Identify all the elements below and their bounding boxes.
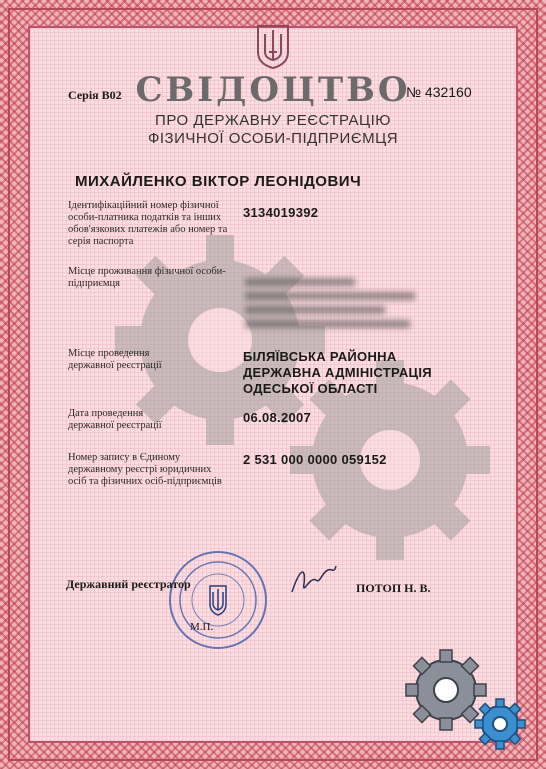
field-label-registration-date: Дата проведення державної реєстрації — [68, 408, 162, 431]
registrar-label: Державний реєстратор — [66, 577, 191, 591]
field-value-record-number: 2 531 000 0000 059152 — [243, 452, 387, 467]
trident-icon — [254, 22, 292, 70]
gear-icon — [404, 648, 534, 753]
seal-stamp — [166, 548, 270, 652]
series-label: Серія В02 — [68, 88, 122, 102]
page-title: СВІДОЦТВО — [135, 70, 411, 110]
certificate-number: № 432160 — [406, 84, 472, 100]
holder-name: МИХАЙЛЕНКО ВІКТОР ЛЕОНІДОВИЧ — [75, 173, 362, 190]
field-label-residence: Місце проживання фізичної особи-підприємця — [68, 266, 226, 289]
subtitle-line2: ФІЗИЧНОЇ ОСОБИ-ПІДПРИЄМЦЯ — [147, 130, 399, 147]
field-value-registration-place — [243, 349, 432, 397]
field-value-tax-id: 3134019392 — [243, 205, 319, 220]
field-label-registration-place: Місце проведення державної реєстрації — [68, 348, 162, 371]
registration-place-line1: БІЛЯЇВСЬКА РАЙОННА — [243, 349, 397, 364]
field-label-record-number: Номер запису в Єдиному державному реєстрі юридичних осіб та фізичних осіб-підприємців — [68, 452, 222, 487]
seal-label: М.П. — [190, 621, 214, 633]
subtitle-line1: ПРО ДЕРЖАВНУ РЕЄСТРАЦІЮ — [155, 112, 391, 129]
field-label-tax-id: Ідентифікаційний номер фізичної особи-платника податків та інших обов'язкових платежів або номер та серія паспорта — [68, 200, 228, 247]
signature — [288, 562, 340, 598]
registration-place-line2: ДЕРЖАВНА АДМІНІСТРАЦІЯ — [243, 365, 432, 380]
registrar-name: ПОТОП Н. В. — [356, 581, 431, 595]
field-value-registration-date: 06.08.2007 — [243, 410, 312, 425]
redacted-address — [245, 272, 420, 336]
registration-place-line3: ОДЕСЬКОЇ ОБЛАСТІ — [243, 381, 378, 396]
